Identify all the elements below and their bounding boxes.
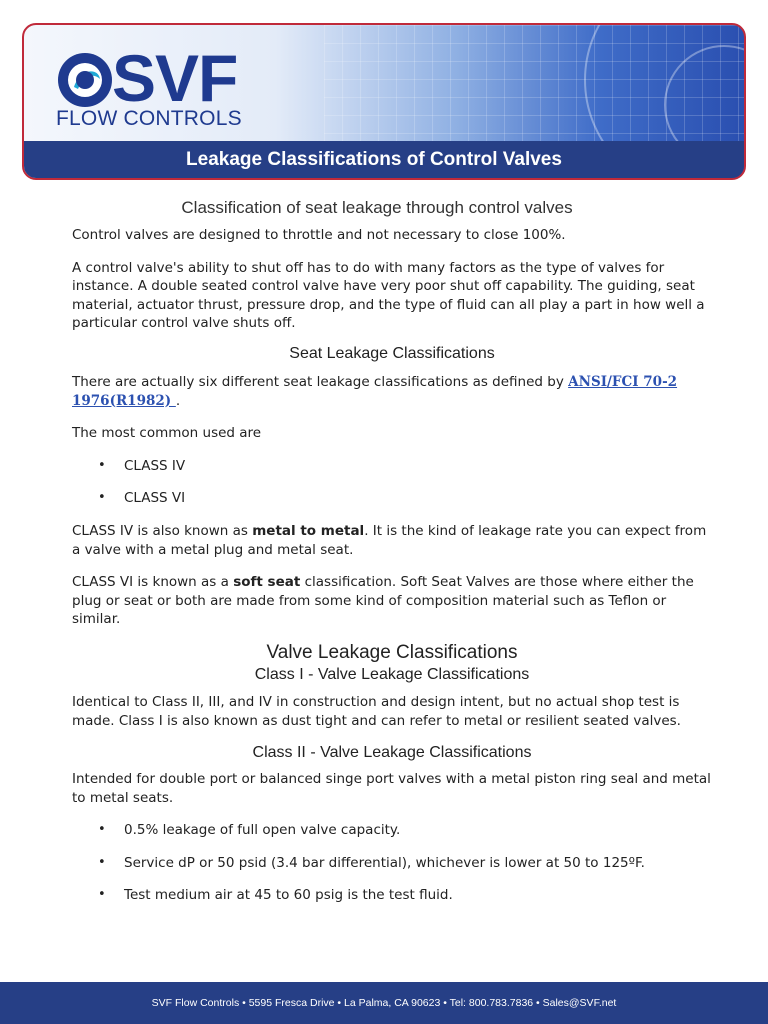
class-i-heading: Class I - Valve Leakage Classifications: [254, 665, 530, 683]
class-iv-text-end: . It is the kind of leakage rate you can expect from a valve with a metal plug and metal seat.: [72, 522, 707, 558]
bullet-icon: •: [98, 854, 106, 870]
list-item-text: CLASS IV: [124, 457, 186, 474]
bullet-icon: •: [98, 490, 106, 506]
list-item: [72, 821, 712, 840]
class-ii-list: [72, 821, 712, 905]
list-item-text: CLASS VI: [124, 490, 186, 507]
list-item-text: Test medium air at 45 to 60 psig is the test fluid.: [124, 887, 453, 904]
title-bar: [24, 141, 744, 178]
classifications-paragraph: [72, 373, 712, 410]
bullet-icon: •: [98, 887, 106, 903]
list-item: [72, 457, 712, 476]
shutoff-paragraph: A control valve's ability to shut off has to do with many factors as the type of valves for instance. A double seated control valve have very poor shut off capability. The guiding, seat material, actuator thrust, pressure drop, and the type of fluid can all play a part in how well a particular control valve shuts off.: [72, 259, 705, 332]
list-item-text: Service dP or 50 psid (3.4 bar differential), whichever is lower at 50 to 125ºF.: [124, 854, 645, 871]
class-vi-paragraph: [72, 573, 712, 629]
class-iv-text: CLASS IV is also known as: [72, 522, 253, 539]
common-used-paragraph: The most common used are: [72, 425, 262, 442]
document-subtitle: Classification of seat leakage through control valves: [181, 198, 573, 217]
footer-bar: [0, 982, 768, 1024]
bullet-icon: •: [98, 457, 106, 473]
soft-seat-term: soft seat: [233, 574, 301, 591]
common-classes-list: [72, 457, 712, 508]
brand-logo-text: SVF: [112, 41, 238, 115]
document-title: Leakage Classifications of Control Valves: [186, 148, 562, 170]
list-item: [72, 489, 712, 508]
brand-subtitle: FLOW CONTROLS: [56, 107, 242, 130]
class-iv-paragraph: [72, 522, 712, 559]
seat-leakage-heading: Seat Leakage Classifications: [289, 344, 495, 362]
list-item: [72, 886, 712, 905]
class-i-paragraph: Identical to Class II, III, and IV in construction and design intent, but no actual shop test is made. Class I is also known as dust tight and can refer to metal or resilient seated valves.: [72, 693, 681, 729]
document-body: [72, 196, 712, 905]
class-ii-paragraph: Intended for double port or balanced singe port valves with a metal piston ring seal and metal to metal seats.: [72, 771, 711, 806]
footer-contact-text: SVF Flow Controls • 5595 Fresca Drive • La Palma, CA 90623 • Tel: 800.783.7836 • Sales@SVF.net: [151, 997, 617, 1009]
class-vi-text-end: classification. Soft Seat Valves are those where either the plug or seat or both are made from some kind of composition material such as Teflon or similar.: [72, 574, 694, 628]
list-item-text: 0.5% leakage of full open valve capacity.: [124, 822, 401, 839]
intro-paragraph: Control valves are designed to throttle and not necessary to close 100%.: [72, 227, 566, 243]
class-vi-text: CLASS VI is known as a: [72, 574, 234, 591]
classifications-text: There are actually six different seat leakage classifications as defined by: [72, 373, 569, 390]
list-item: [72, 854, 712, 873]
classifications-period: .: [175, 392, 181, 409]
valve-leakage-heading: Valve Leakage Classifications: [266, 641, 518, 663]
bullet-icon: •: [98, 822, 106, 838]
svf-swirl-logo-icon: [54, 49, 116, 111]
header-banner: [22, 23, 746, 180]
ansi-fci-link[interactable]: ANSI/FCI 70-2 1976(R1982): [72, 373, 678, 409]
class-ii-heading: Class II - Valve Leakage Classifications: [252, 744, 532, 762]
metal-to-metal-term: metal to metal: [252, 522, 365, 539]
